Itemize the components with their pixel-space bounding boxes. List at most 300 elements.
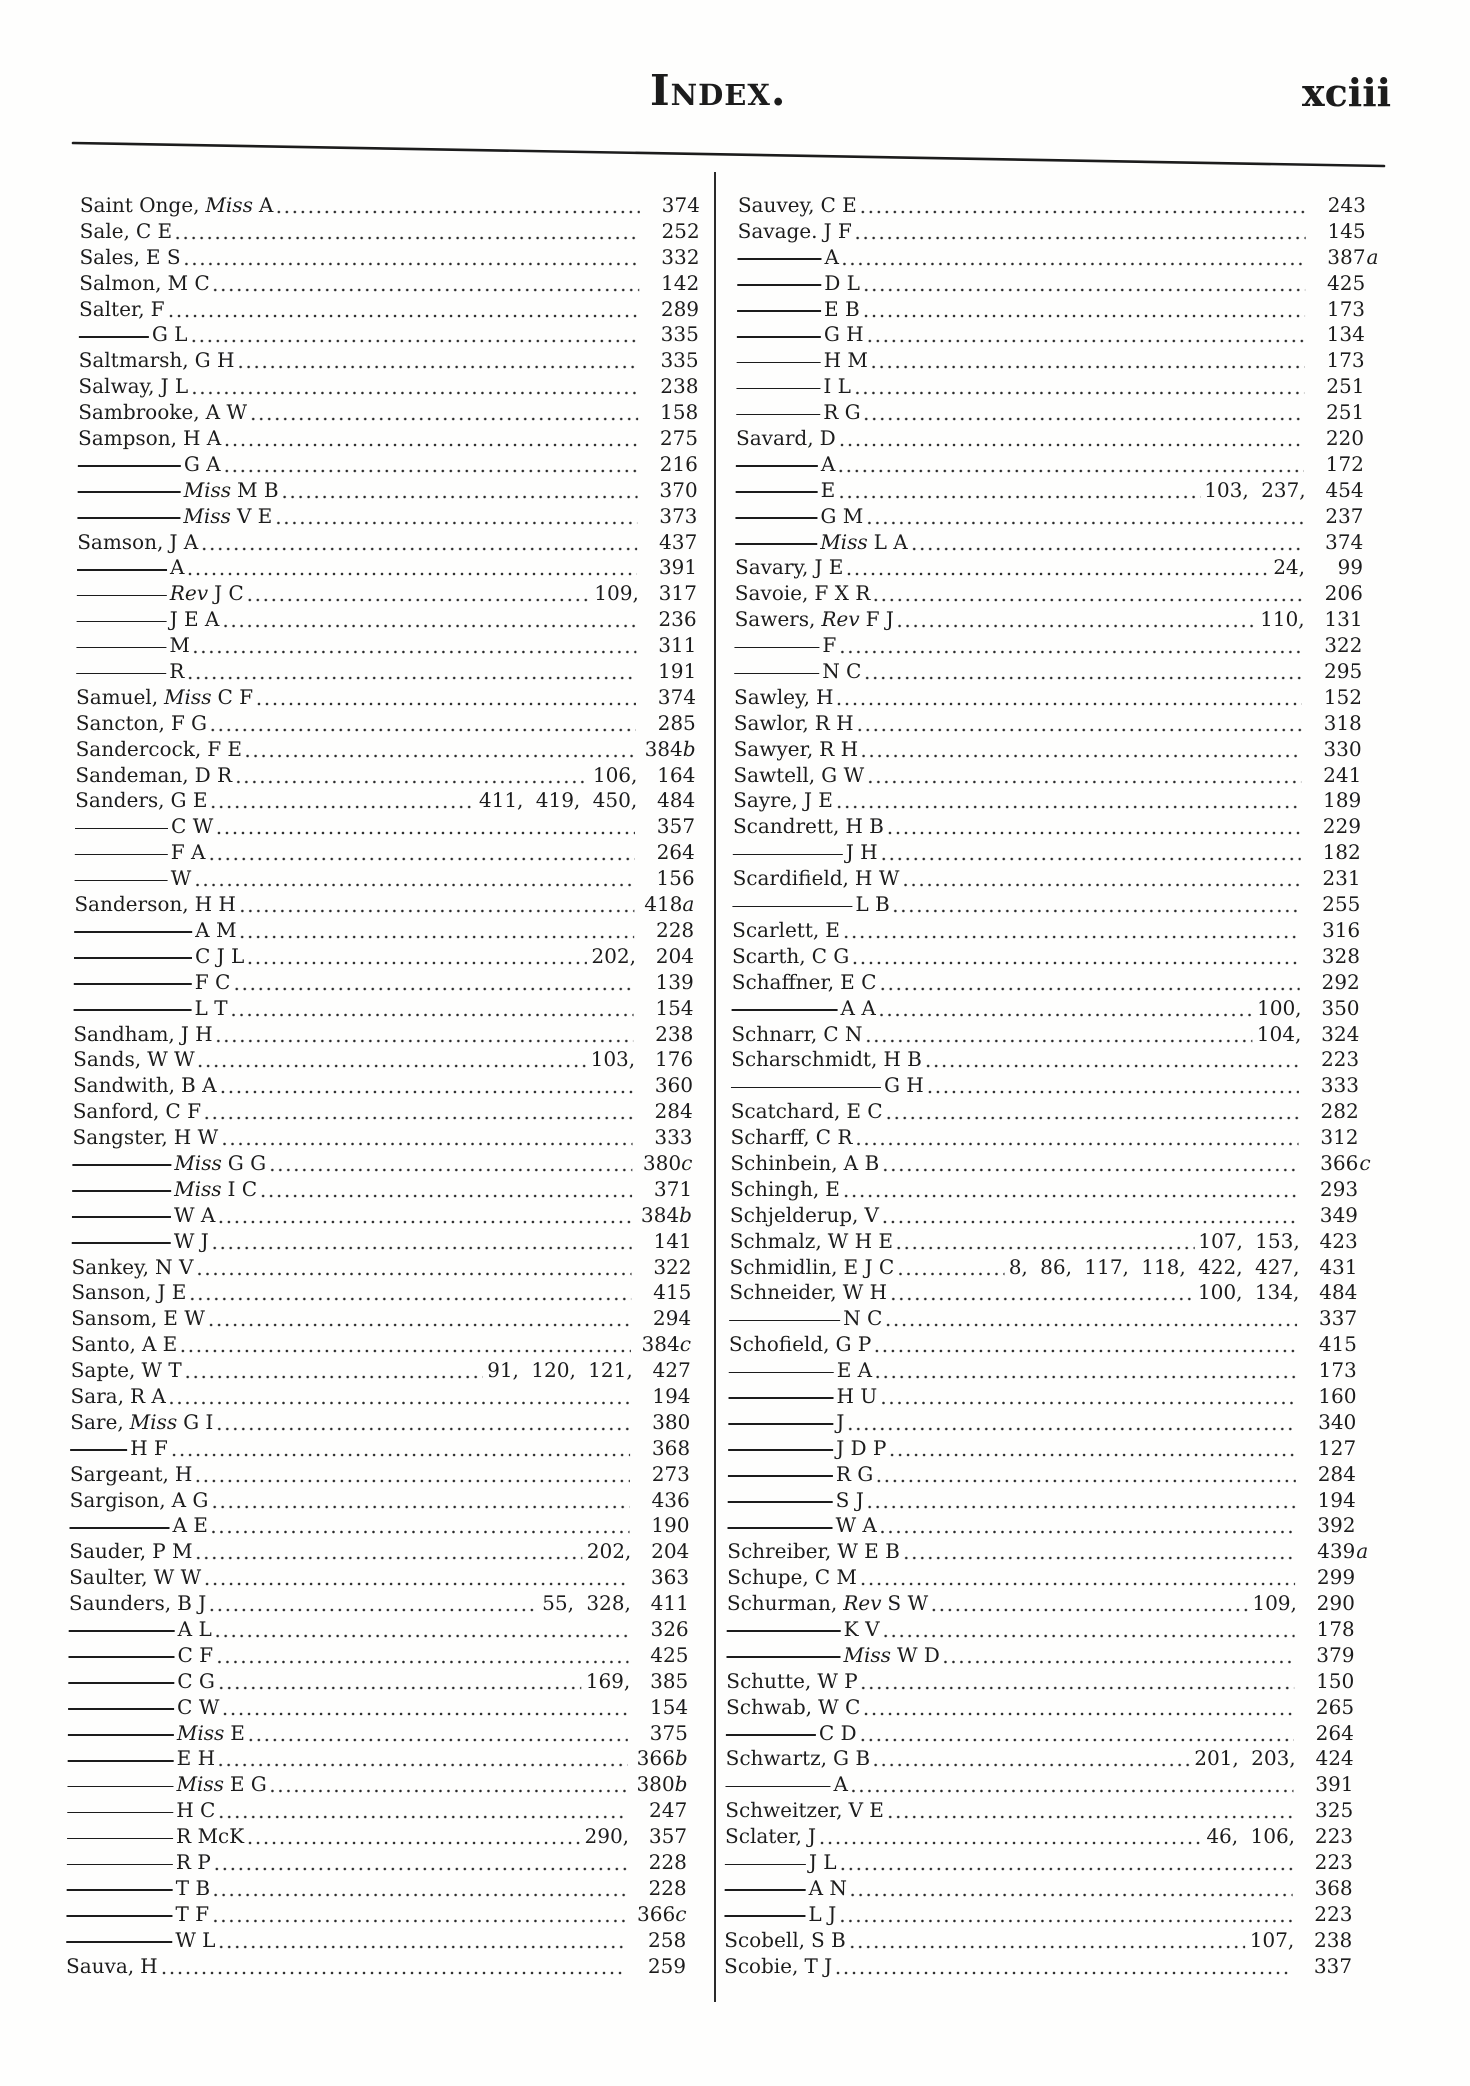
entry-page-number: 439 bbox=[1317, 1539, 1356, 1564]
entry-page-number: 437 bbox=[658, 529, 698, 554]
entry-page-cell bbox=[637, 1073, 693, 1099]
dot-leader bbox=[838, 1902, 1293, 1928]
dot-leader bbox=[259, 1177, 632, 1203]
dot-leader bbox=[213, 1850, 627, 1876]
index-entry bbox=[80, 193, 700, 219]
entry-honorific: Miss bbox=[174, 1150, 222, 1175]
entry-page-cell bbox=[637, 1099, 693, 1125]
entry-page-number: 436 bbox=[651, 1487, 690, 1512]
entry-page-number: 360 bbox=[654, 1073, 694, 1098]
entry-page-cell bbox=[1302, 1203, 1358, 1229]
entry-page-number: 350 bbox=[1321, 995, 1360, 1020]
entry-initials: N C bbox=[822, 659, 862, 684]
entry-initials: E bbox=[825, 1176, 840, 1201]
index-subentry bbox=[728, 1488, 1356, 1514]
entry-page-cell bbox=[639, 763, 695, 789]
entry-honorific: Miss bbox=[164, 684, 212, 709]
entry-page-number: 322 bbox=[653, 1254, 692, 1279]
index-entry bbox=[66, 1954, 686, 1980]
entry-page-cell bbox=[1306, 711, 1362, 737]
index-subentry bbox=[72, 1151, 692, 1177]
entry-page-number: 265 bbox=[1315, 1694, 1355, 1719]
repeated-surname-dash bbox=[67, 1812, 173, 1814]
entry-page-number: 368 bbox=[1314, 1875, 1353, 1900]
entry-page-cell bbox=[1298, 1746, 1354, 1772]
entry-page-cell bbox=[1309, 271, 1365, 297]
entry-initials: M C bbox=[167, 270, 210, 295]
dot-leader bbox=[197, 1047, 587, 1073]
dot-leader bbox=[212, 1876, 627, 1902]
entry-initials: A W bbox=[205, 400, 248, 425]
dot-leader bbox=[866, 763, 1302, 789]
dot-leader bbox=[217, 1669, 582, 1695]
entry-page-number: 328 bbox=[1321, 943, 1361, 968]
index-entry bbox=[78, 400, 698, 426]
entry-initials: F J bbox=[865, 607, 894, 632]
entry-page-number: 273 bbox=[651, 1461, 691, 1486]
repeated-surname-dash bbox=[72, 1190, 171, 1192]
index-subentry bbox=[69, 1513, 689, 1539]
entry-surname: Sansom, bbox=[71, 1306, 158, 1331]
entry-initials: A bbox=[824, 244, 840, 269]
entry-page-number: 415 bbox=[1318, 1332, 1358, 1357]
entry-surname: Saint Onge, bbox=[79, 193, 200, 217]
index-entry bbox=[730, 1177, 1358, 1203]
index-subentry bbox=[78, 452, 698, 478]
dot-leader bbox=[859, 1721, 1295, 1747]
entry-page-number: 251 bbox=[1325, 400, 1365, 425]
entry-initials: V bbox=[864, 1202, 879, 1227]
entry-page-number: 292 bbox=[1321, 969, 1360, 994]
dot-leader bbox=[234, 763, 589, 789]
entry-page-cell bbox=[1303, 1073, 1359, 1099]
dot-leader bbox=[210, 1513, 630, 1539]
entry-initials: G G bbox=[227, 1150, 267, 1175]
entry-additional-page-refs: 103, bbox=[590, 1047, 636, 1072]
dot-leader bbox=[200, 530, 637, 556]
entry-initials: C N bbox=[823, 1021, 863, 1046]
dot-leader bbox=[190, 374, 638, 400]
index-subentry bbox=[728, 1436, 1356, 1462]
entry-initials: C J L bbox=[194, 943, 245, 968]
entry-initials: A L bbox=[177, 1616, 212, 1641]
entry-page-number: 380 bbox=[652, 1409, 691, 1434]
dot-leader bbox=[218, 1073, 633, 1099]
dot-leader bbox=[209, 788, 475, 814]
index-subentry bbox=[75, 866, 695, 892]
entry-page-number: 368 bbox=[651, 1435, 691, 1460]
entry-page-cell bbox=[638, 918, 694, 944]
entry-page-number: 385 bbox=[650, 1668, 689, 1693]
repeated-surname-dash bbox=[725, 1889, 806, 1891]
entry-initials: A G bbox=[171, 1487, 209, 1512]
entry-page-number: 375 bbox=[649, 1720, 689, 1745]
entry-page-number: 411 bbox=[650, 1591, 690, 1616]
dot-leader bbox=[269, 1772, 628, 1798]
entry-page-cell bbox=[1305, 788, 1361, 814]
index-left-column bbox=[66, 193, 700, 1979]
entry-initials: V E bbox=[848, 1798, 885, 1823]
index-subentry bbox=[732, 892, 1360, 918]
dot-leader bbox=[851, 944, 1300, 970]
entry-page-cell bbox=[1306, 633, 1362, 659]
entry-page-number: 335 bbox=[660, 322, 699, 347]
entry-initials: E J C bbox=[843, 1254, 895, 1279]
entry-honorific: Miss bbox=[183, 477, 232, 502]
repeated-surname-dash bbox=[68, 1682, 174, 1684]
entry-page-number: 237 bbox=[1325, 503, 1364, 528]
entry-page-number: 228 bbox=[648, 1875, 687, 1900]
entry-page-cell bbox=[1297, 1850, 1353, 1876]
entry-initials: L T bbox=[194, 995, 228, 1020]
entry-additional-page-refs: 103, 237, bbox=[1204, 477, 1306, 502]
dot-leader bbox=[888, 1436, 1296, 1462]
dot-leader bbox=[207, 1306, 632, 1332]
entry-page-cell bbox=[1299, 1513, 1355, 1539]
index-subentry bbox=[68, 1669, 688, 1695]
entry-initials: I C bbox=[227, 1176, 258, 1201]
entry-page-cell bbox=[633, 1617, 689, 1643]
index-subentry bbox=[731, 1073, 1359, 1099]
entry-page-number: 391 bbox=[1315, 1772, 1354, 1797]
dot-leader bbox=[879, 1384, 1297, 1410]
entry-additional-page-refs: 202, bbox=[591, 943, 637, 968]
entry-surname: Schmidlin, bbox=[729, 1254, 838, 1279]
dot-leader bbox=[924, 1047, 1300, 1073]
entry-initials: L B bbox=[855, 892, 890, 917]
entry-page-number: 293 bbox=[1319, 1176, 1359, 1201]
entry-page-number: 238 bbox=[1313, 1927, 1353, 1952]
entry-page-cell bbox=[630, 1902, 686, 1928]
dot-leader bbox=[854, 1125, 1298, 1151]
entry-initials: F bbox=[822, 633, 837, 658]
entry-initials: H W bbox=[854, 866, 900, 891]
entry-initials: L A bbox=[873, 529, 908, 554]
repeated-surname-dash bbox=[736, 414, 820, 416]
index-entry bbox=[727, 1539, 1369, 1565]
repeated-surname-dash bbox=[726, 1734, 816, 1736]
entry-initials: H F bbox=[130, 1435, 168, 1460]
entry-surname: Savage. bbox=[737, 218, 818, 243]
dot-leader bbox=[866, 1488, 1296, 1514]
index-subentry bbox=[77, 581, 697, 607]
entry-honorific: Rev bbox=[843, 1591, 882, 1616]
entry-page-cell bbox=[1309, 348, 1365, 374]
dot-leader bbox=[859, 193, 1306, 219]
dot-leader bbox=[818, 1824, 1203, 1850]
dot-leader bbox=[244, 737, 636, 763]
entry-page-cell bbox=[639, 866, 695, 892]
index-subentry bbox=[725, 1850, 1353, 1876]
entry-page-number: 238 bbox=[655, 1021, 694, 1046]
entry-honorific: Miss bbox=[176, 1772, 225, 1797]
entry-page-cell bbox=[635, 1280, 691, 1306]
entry-page-cell bbox=[640, 711, 696, 737]
entry-page-number: 324 bbox=[1321, 1021, 1360, 1046]
entry-page-cell bbox=[635, 1332, 691, 1358]
entry-page-number: 251 bbox=[1326, 374, 1365, 399]
entry-surname: Sandham, bbox=[73, 1021, 175, 1046]
dot-leader bbox=[845, 555, 1269, 581]
entry-page-cell bbox=[1301, 1255, 1357, 1281]
entry-initials: R G bbox=[823, 400, 861, 425]
entry-page-cell bbox=[1302, 1125, 1358, 1151]
repeated-surname-dash bbox=[72, 1242, 171, 1244]
index-entry bbox=[77, 530, 697, 556]
entry-initials: H B bbox=[845, 814, 884, 839]
entry-initials: W T bbox=[141, 1358, 182, 1383]
entry-initials: F G bbox=[170, 710, 208, 735]
entry-page-cell bbox=[641, 555, 697, 581]
entry-honorific: Miss bbox=[843, 1642, 892, 1667]
repeated-surname-dash bbox=[736, 388, 820, 390]
index-entry bbox=[73, 1099, 693, 1125]
entry-page-cell bbox=[634, 1384, 690, 1410]
entry-page-number: 194 bbox=[1317, 1487, 1356, 1512]
repeated-surname-dash bbox=[735, 517, 817, 519]
index-subentry bbox=[66, 1928, 686, 1954]
dot-leader bbox=[875, 1462, 1296, 1488]
entry-surname: Sara, bbox=[70, 1383, 125, 1408]
dot-leader bbox=[221, 607, 636, 633]
entry-page-number: 322 bbox=[1324, 633, 1363, 658]
index-subentry bbox=[67, 1772, 687, 1798]
entry-page-cell bbox=[1305, 840, 1361, 866]
repeated-surname-dash bbox=[68, 1708, 174, 1710]
index-entry bbox=[730, 1150, 1371, 1177]
entry-additional-page-refs: 55, 328, bbox=[542, 1591, 632, 1616]
entry-page-cell bbox=[1303, 996, 1359, 1022]
entry-page-number: 427 bbox=[652, 1358, 691, 1383]
entry-surname: Samuel, bbox=[75, 684, 159, 709]
repeated-surname-dash bbox=[737, 284, 821, 286]
entry-page-number: 391 bbox=[658, 555, 698, 580]
dot-leader bbox=[860, 737, 1302, 763]
entry-surname: Sandercock, bbox=[75, 736, 202, 761]
index-entry bbox=[79, 297, 699, 323]
entry-initials: W H E bbox=[827, 1228, 894, 1253]
dot-leader bbox=[217, 1203, 632, 1229]
repeated-surname-dash bbox=[72, 1164, 171, 1166]
index-subentry bbox=[726, 1643, 1354, 1669]
repeated-surname-dash bbox=[67, 1786, 173, 1788]
entry-page-number: 264 bbox=[656, 840, 695, 865]
entry-page-number: 484 bbox=[656, 788, 696, 813]
index-subentry bbox=[72, 1203, 692, 1229]
entry-surname: Scatchard, bbox=[730, 1099, 841, 1124]
entry-page-cell bbox=[633, 1591, 689, 1617]
dot-leader bbox=[842, 1177, 1298, 1203]
entry-page-cell bbox=[1308, 478, 1364, 504]
entry-page-cell bbox=[1303, 1099, 1359, 1125]
entry-additional-page-refs: 107, bbox=[1249, 1927, 1295, 1952]
entry-initials: A bbox=[169, 555, 185, 580]
entry-initials: H H bbox=[194, 892, 237, 917]
entry-page-number: 152 bbox=[1323, 684, 1363, 709]
entry-initials: A bbox=[258, 193, 274, 217]
entry-surname: Scardifield, bbox=[732, 866, 850, 891]
entry-page-number: 384 bbox=[640, 1202, 680, 1227]
entry-initials: A E bbox=[172, 1513, 209, 1538]
entry-page-number: 236 bbox=[658, 607, 697, 632]
repeated-surname-dash bbox=[74, 931, 192, 933]
entry-initials: C D bbox=[818, 1720, 857, 1745]
dot-leader bbox=[212, 271, 640, 297]
entry-page-cell bbox=[1305, 814, 1361, 840]
dot-leader bbox=[835, 685, 1302, 711]
entry-surname: Sanford, bbox=[72, 1099, 160, 1124]
dot-leader bbox=[862, 271, 1306, 297]
entry-page-cell bbox=[1297, 1824, 1353, 1850]
entry-page-cell bbox=[1308, 374, 1364, 400]
index-subentry bbox=[67, 1876, 687, 1902]
entry-page-cell bbox=[1304, 970, 1360, 996]
entry-initials: W C bbox=[818, 1694, 861, 1719]
repeated-surname-dash bbox=[77, 595, 167, 597]
index-subentry bbox=[68, 1695, 688, 1721]
index-subentry bbox=[736, 452, 1364, 478]
entry-surname: Sands, bbox=[73, 1047, 142, 1072]
entry-surname: Sawyer, bbox=[733, 736, 814, 761]
entry-honorific: Rev bbox=[821, 607, 860, 632]
index-entry bbox=[734, 737, 1362, 763]
entry-initials: E S bbox=[145, 244, 181, 269]
entry-page-suffix: c bbox=[679, 1332, 692, 1357]
entry-page-number: 312 bbox=[1320, 1125, 1359, 1150]
index-entry bbox=[70, 1488, 690, 1514]
index-subentry bbox=[68, 1746, 688, 1772]
entry-page-number: 374 bbox=[657, 684, 697, 709]
repeated-surname-dash bbox=[737, 362, 821, 364]
entry-additional-page-refs: 24, bbox=[1273, 555, 1306, 580]
entry-additional-page-refs: 107, 153, bbox=[1198, 1228, 1300, 1253]
index-entry bbox=[79, 245, 699, 271]
index-entry bbox=[69, 1539, 689, 1565]
index-subentry bbox=[72, 1229, 692, 1255]
entry-initials: H C bbox=[176, 1798, 216, 1823]
entry-page-cell bbox=[1304, 892, 1360, 918]
entry-page-number: 264 bbox=[1315, 1720, 1355, 1745]
index-entry bbox=[78, 426, 698, 452]
dot-leader bbox=[246, 581, 591, 607]
repeated-surname-dash bbox=[725, 1786, 830, 1788]
entry-page-suffix: a bbox=[1356, 1539, 1369, 1564]
dot-leader bbox=[865, 504, 1303, 530]
entry-honorific: Rev bbox=[169, 581, 209, 606]
index-subentry bbox=[727, 1617, 1355, 1643]
entry-page-number: 484 bbox=[1319, 1280, 1358, 1305]
entry-page-number: 134 bbox=[1326, 322, 1365, 347]
dot-leader bbox=[211, 1902, 627, 1928]
index-subentry bbox=[74, 944, 694, 970]
entry-page-number: 325 bbox=[1315, 1798, 1354, 1823]
index-entry bbox=[729, 1332, 1357, 1358]
entry-page-cell bbox=[1302, 1177, 1358, 1203]
index-subentry bbox=[78, 478, 698, 504]
entry-page-number: 357 bbox=[656, 814, 696, 839]
index-entry bbox=[75, 763, 695, 789]
entry-page-number: 176 bbox=[654, 1047, 694, 1072]
entry-initials: N C bbox=[843, 1306, 883, 1331]
entry-initials: H W bbox=[173, 1125, 219, 1150]
index-entry bbox=[734, 685, 1362, 711]
entry-surname: Sampson, bbox=[77, 426, 178, 451]
repeated-surname-dash bbox=[725, 1864, 806, 1866]
entry-initials: W A bbox=[835, 1513, 877, 1538]
index-subentry bbox=[726, 1721, 1354, 1747]
entry-page-cell bbox=[1302, 1150, 1371, 1177]
entry-surname: Schurman, bbox=[726, 1591, 838, 1616]
repeated-surname-dash bbox=[68, 1760, 174, 1762]
entry-surname: Sawers, bbox=[734, 607, 816, 632]
index-entry bbox=[733, 866, 1361, 892]
entry-page-cell bbox=[1301, 1332, 1357, 1358]
dot-leader bbox=[194, 1462, 630, 1488]
dot-leader bbox=[854, 219, 1306, 245]
entry-surname: Sankey, bbox=[71, 1254, 150, 1279]
dot-leader bbox=[926, 1073, 1299, 1099]
dot-leader bbox=[186, 555, 637, 581]
entry-surname: Santo, bbox=[70, 1332, 137, 1357]
repeated-surname-dash bbox=[731, 1087, 881, 1089]
entry-page-cell bbox=[640, 633, 696, 659]
entry-page-cell bbox=[633, 1539, 689, 1565]
entry-initials: G P bbox=[835, 1332, 872, 1357]
index-subentry bbox=[728, 1410, 1356, 1436]
entry-surname: Scharff, bbox=[730, 1125, 810, 1150]
dot-leader bbox=[217, 1928, 626, 1954]
dot-leader bbox=[863, 400, 1305, 426]
entry-initials: H bbox=[174, 1461, 193, 1486]
entry-page-number: 145 bbox=[1327, 218, 1366, 243]
entry-page-number: 238 bbox=[660, 374, 699, 399]
index-right-column bbox=[723, 193, 1379, 1979]
dot-leader bbox=[209, 711, 636, 737]
entry-page-number: 374 bbox=[661, 193, 700, 217]
entry-page-cell bbox=[1297, 1798, 1353, 1824]
entry-page-cell bbox=[636, 1151, 692, 1177]
index-entry bbox=[736, 426, 1364, 452]
entry-surname: Sargison, bbox=[69, 1487, 166, 1512]
dot-leader bbox=[194, 1539, 583, 1565]
entry-surname: Schweitzer, bbox=[725, 1798, 843, 1823]
entry-initials: J H bbox=[845, 840, 878, 865]
entry-page-number: 150 bbox=[1316, 1668, 1355, 1693]
index-entry bbox=[70, 1462, 690, 1488]
dot-leader bbox=[895, 1229, 1195, 1255]
entry-initials: C F bbox=[165, 1099, 202, 1124]
entry-surname: Schjelderup, bbox=[729, 1202, 859, 1227]
entry-page-cell bbox=[638, 970, 694, 996]
entry-page-cell bbox=[630, 1954, 686, 1980]
index-subentry bbox=[735, 504, 1363, 530]
dot-leader bbox=[866, 322, 1305, 348]
index-entry bbox=[732, 918, 1360, 944]
entry-page-cell bbox=[1299, 1617, 1355, 1643]
dot-leader bbox=[189, 322, 639, 348]
entry-initials: C M bbox=[814, 1565, 858, 1590]
dot-leader bbox=[215, 1410, 630, 1436]
entry-page-number: 252 bbox=[661, 218, 700, 243]
entry-page-number: 384 bbox=[641, 1332, 680, 1357]
repeated-surname-dash bbox=[66, 1915, 172, 1917]
entry-initials: F X R bbox=[814, 581, 871, 606]
entry-page-cell bbox=[631, 1850, 687, 1876]
entry-page-cell bbox=[1306, 737, 1362, 763]
index-subentry bbox=[737, 271, 1365, 297]
dot-leader bbox=[232, 970, 634, 996]
dot-leader bbox=[878, 970, 1300, 996]
